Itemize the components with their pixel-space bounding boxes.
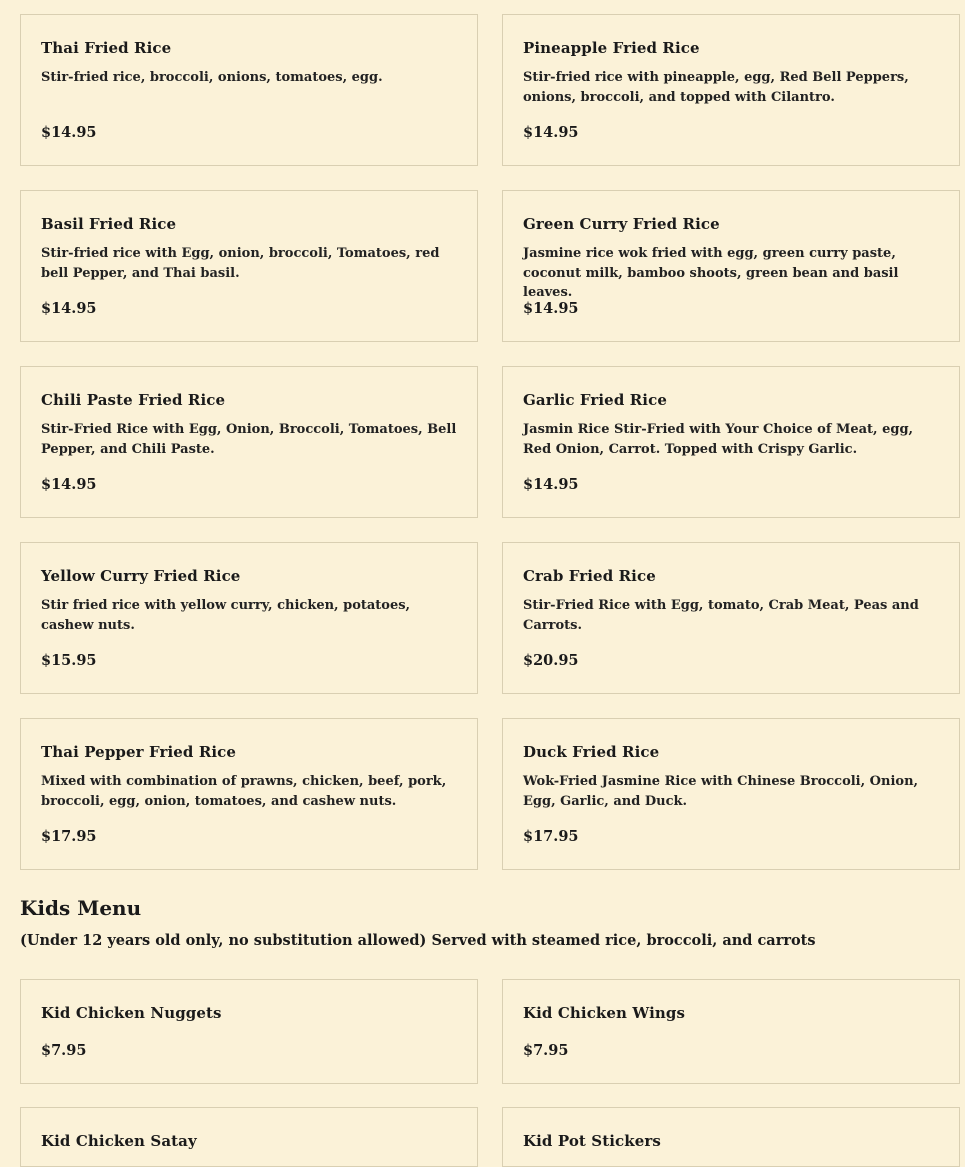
menu-item-card[interactable] <box>502 14 960 166</box>
menu-item-price: $14.95 <box>523 476 579 493</box>
menu-item-name: Duck Fried Rice <box>523 743 660 761</box>
menu-item-name: Crab Fried Rice <box>523 567 656 585</box>
menu-item-card[interactable] <box>20 1107 478 1167</box>
menu-item-description: Stir-fried rice with Egg, onion, broccoli, Tomatoes, red bell Pepper, and Thai basil. <box>41 246 440 281</box>
menu-item-name: Pineapple Fried Rice <box>523 39 700 57</box>
menu-item-description: Mixed with combination of prawns, chicken, beef, pork, broccoli, egg, onion, tomatoes, and cashew nuts. <box>41 774 447 809</box>
menu-item-description: Stir-Fried Rice with Egg, tomato, Crab Meat, Peas and Carrots. <box>523 598 919 633</box>
menu-item-price: $14.95 <box>523 300 579 317</box>
menu-item-card[interactable] <box>502 979 960 1084</box>
menu-item-card[interactable] <box>502 366 960 518</box>
menu-item-name: Kid Pot Stickers <box>523 1132 661 1150</box>
menu-item-name: Basil Fried Rice <box>41 215 177 233</box>
menu-item-name: Yellow Curry Fried Rice <box>41 567 241 585</box>
menu-item-price: $14.95 <box>41 476 97 493</box>
menu-item-description: Jasmin Rice Stir-Fried with Your Choice of Meat, egg, Red Onion, Carrot. Topped with Crispy Garlic. <box>523 422 914 457</box>
menu-item-price: $7.95 <box>523 1042 569 1059</box>
menu-item-description: Jasmine rice wok fried with egg, green curry paste, coconut milk, bamboo shoots, green bean and basil leaves. <box>523 246 899 300</box>
menu-item-card[interactable] <box>20 542 478 694</box>
menu-item-card[interactable] <box>20 14 478 166</box>
menu-item-price: $15.95 <box>41 652 97 669</box>
menu-item-description: Stir-fried rice with pineapple, egg, Red Bell Peppers, onions, broccoli, and topped with Cilantro. <box>523 70 909 105</box>
menu-item-card[interactable] <box>502 1107 960 1167</box>
menu-item-price: $7.95 <box>41 1042 87 1059</box>
menu-item-description: Wok-Fried Jasmine Rice with Chinese Broccoli, Onion, Egg, Garlic, and Duck. <box>523 774 919 809</box>
menu-item-price: $17.95 <box>41 828 97 845</box>
menu-item-description: Stir-fried rice, broccoli, onions, tomatoes, egg. <box>41 70 383 85</box>
menu-item-name: Chili Paste Fried Rice <box>41 391 226 409</box>
menu-item-card[interactable] <box>502 190 960 342</box>
menu-item-card[interactable] <box>502 718 960 870</box>
menu-item-price: $14.95 <box>41 124 97 141</box>
fried-rice-grid <box>20 14 960 870</box>
menu-item-card[interactable] <box>20 366 478 518</box>
menu-item-name: Garlic Fried Rice <box>523 391 667 409</box>
menu-item-name: Kid Chicken Satay <box>41 1132 197 1150</box>
section-description: (Under 12 years old only, no substitution allowed) Served with steamed rice, broccoli, and carrots <box>20 932 816 949</box>
menu-item-name: Kid Chicken Nuggets <box>41 1004 222 1022</box>
menu-item-card[interactable] <box>20 190 478 342</box>
menu-item-description: Stir fried rice with yellow curry, chicken, potatoes, cashew nuts. <box>41 598 411 633</box>
menu-item-name: Kid Chicken Wings <box>523 1004 686 1022</box>
section-title: Kids Menu <box>20 896 142 920</box>
menu-item-price: $14.95 <box>523 124 579 141</box>
menu-item-price: $17.95 <box>523 828 579 845</box>
menu-item-price: $14.95 <box>41 300 97 317</box>
menu-item-name: Green Curry Fried Rice <box>523 215 720 233</box>
menu-item-name: Thai Pepper Fried Rice <box>41 743 237 761</box>
menu-item-card[interactable] <box>20 718 478 870</box>
menu-item-card[interactable] <box>20 979 478 1084</box>
menu-item-price: $20.95 <box>523 652 579 669</box>
menu-item-card[interactable] <box>502 542 960 694</box>
menu-item-description: Stir-Fried Rice with Egg, Onion, Broccoli, Tomatoes, Bell Pepper, and Chili Paste. <box>41 422 457 457</box>
menu-item-name: Thai Fried Rice <box>41 39 172 57</box>
